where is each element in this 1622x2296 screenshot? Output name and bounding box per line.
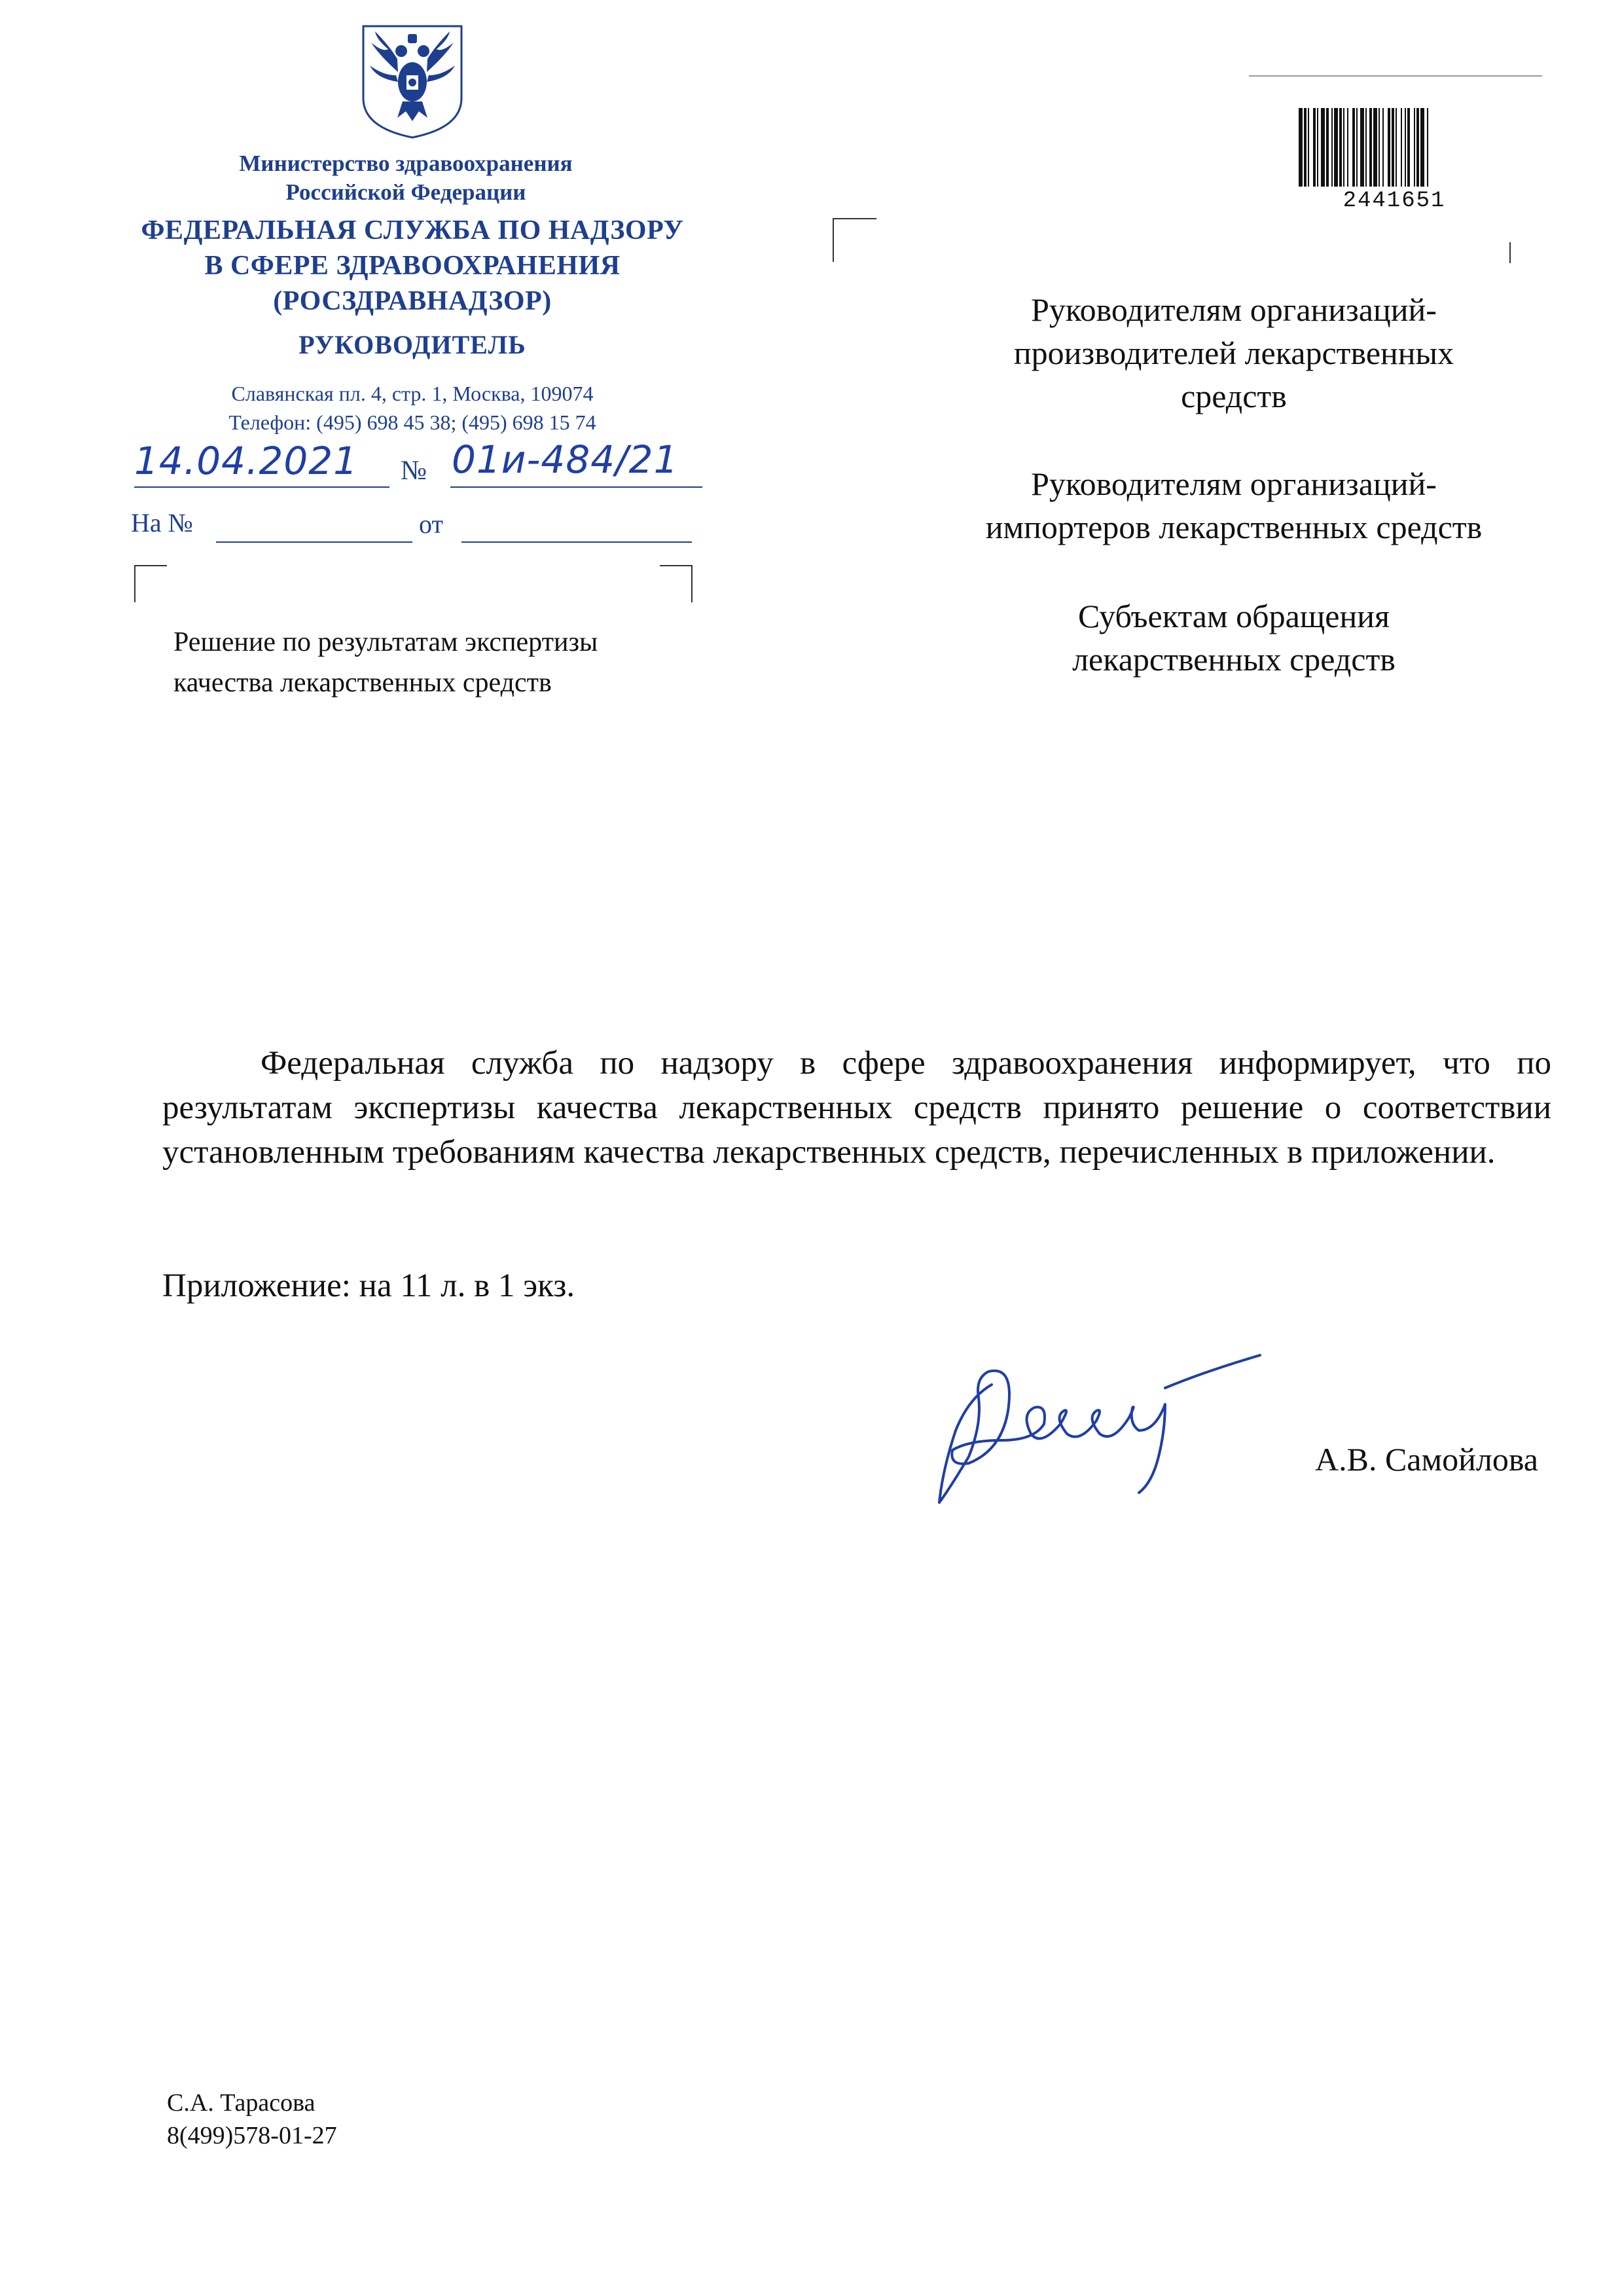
reply-date-line bbox=[461, 541, 692, 543]
reply-number-line bbox=[216, 541, 412, 543]
addressee-circulation-subjects bbox=[907, 594, 1561, 681]
signer-name: А.В. Самойлова bbox=[1315, 1441, 1538, 1478]
ministry-name bbox=[170, 149, 641, 207]
addressee-line: производителей лекарственных bbox=[1013, 335, 1454, 371]
registration-number: 01и-484/21 bbox=[452, 437, 679, 482]
office-address: Славянская пл. 4, стр. 1, Москва, 109074 bbox=[231, 382, 594, 405]
reply-date-label: от bbox=[419, 509, 443, 539]
addressee-line: лекарственных средств bbox=[1072, 641, 1396, 678]
handwritten-signature-icon bbox=[929, 1326, 1322, 1522]
barcode-divider bbox=[1249, 75, 1542, 77]
barcode-number: 2441651 bbox=[1343, 189, 1446, 213]
subject-bracket-left bbox=[134, 565, 167, 602]
executor-name: С.А. Тарасова bbox=[167, 2089, 315, 2117]
service-name bbox=[118, 213, 707, 319]
service-line2: В СФЕРЕ ЗДРАВООХРАНЕНИЯ bbox=[204, 251, 621, 281]
office-phone: Телефон: (495) 698 45 38; (495) 698 15 74 bbox=[228, 410, 596, 434]
subject-line1: Решение по результатам экспертизы bbox=[173, 627, 598, 657]
subject-bracket-right bbox=[660, 565, 693, 602]
body-paragraph: Федеральная служба по надзору в сфере здравоохранения информирует, что по результатам экспертизы качества лекарственных средств принято решение о соответствии установленным требованиям качества лекарственных средств, перечисленных в приложении. bbox=[162, 1045, 1551, 1171]
subject-line2: качества лекарственных средств bbox=[173, 668, 552, 698]
ministry-line1: Министерство здравоохранения bbox=[239, 151, 573, 176]
reply-number-label: На № bbox=[131, 508, 193, 538]
addressee-line: средств bbox=[1181, 378, 1287, 414]
head-title: РУКОВОДИТЕЛЬ bbox=[298, 330, 526, 359]
addressee-line: импортеров лекарственных средств bbox=[985, 509, 1483, 545]
registration-number-sign: № bbox=[401, 456, 427, 486]
addressee-line: Руководителям организаций- bbox=[1031, 291, 1437, 328]
addressee-manufacturers bbox=[907, 288, 1561, 418]
executor-phone: 8(499)578-01-27 bbox=[167, 2122, 337, 2149]
addressee-importers bbox=[907, 462, 1561, 549]
service-line1: ФЕДЕРАЛЬНАЯ СЛУЖБА ПО НАДЗОРУ bbox=[141, 215, 684, 246]
barcode-tick-mark bbox=[1509, 242, 1511, 263]
addressee-bracket bbox=[833, 218, 876, 262]
addressee-line: Субъектам обращения bbox=[1078, 598, 1390, 634]
registration-date: 14.04.2021 bbox=[134, 439, 359, 483]
attachment-note: Приложение: на 11 л. в 1 экз. bbox=[162, 1267, 575, 1304]
barcode-icon bbox=[1296, 108, 1492, 187]
letter-subject bbox=[173, 622, 598, 703]
service-line3: (РОСЗДРАВНАДЗОР) bbox=[273, 286, 552, 316]
ministry-line2: Российской Федерации bbox=[285, 179, 526, 205]
registration-date-underline bbox=[134, 486, 389, 488]
registration-number-underline bbox=[450, 486, 702, 488]
addressee-line: Руководителям организаций- bbox=[1031, 465, 1437, 502]
double-headed-eagle-emblem-icon bbox=[357, 20, 468, 141]
